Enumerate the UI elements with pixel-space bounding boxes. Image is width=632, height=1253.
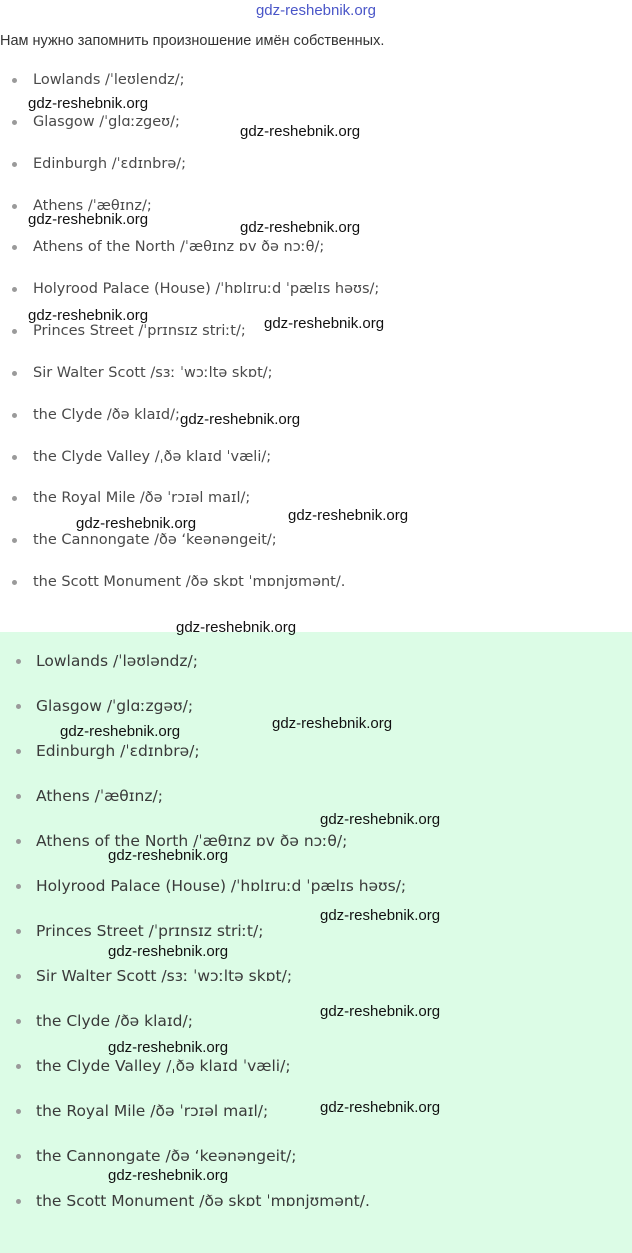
bullet-icon	[16, 704, 21, 709]
bullet-icon	[16, 884, 21, 889]
bullet-icon	[12, 329, 17, 334]
bullet-icon	[12, 162, 17, 167]
watermark: gdz-reshebnik.org	[240, 219, 361, 236]
watermark: gdz-reshebnik.org	[176, 619, 297, 636]
watermark: gdz-reshebnik.org	[320, 811, 441, 828]
watermark: gdz-reshebnik.org	[60, 723, 181, 740]
bullet-icon	[12, 245, 17, 250]
bullet-icon	[12, 455, 17, 460]
watermark: gdz-reshebnik.org	[108, 847, 229, 864]
bullet-icon	[16, 1109, 21, 1114]
bullet-icon	[16, 1199, 21, 1204]
bullet-icon	[12, 120, 17, 125]
bullet-icon	[16, 1064, 21, 1069]
bullet-icon	[12, 496, 17, 501]
bullet-icon	[16, 1154, 21, 1159]
bullet-icon	[16, 839, 21, 844]
intro-text: Нам нужно запомнить произношение имён собственных.	[0, 33, 385, 49]
watermark: gdz-reshebnik.org	[320, 1099, 441, 1116]
watermark: gdz-reshebnik.org	[28, 307, 149, 324]
watermark: gdz-reshebnik.org	[288, 507, 409, 524]
watermark: gdz-reshebnik.org	[320, 907, 441, 924]
bullet-icon	[12, 538, 17, 543]
bullet-icon	[12, 287, 17, 292]
watermark: gdz-reshebnik.org	[264, 315, 385, 332]
watermark: gdz-reshebnik.org	[28, 95, 149, 112]
bullet-icon	[16, 974, 21, 979]
bullet-icon	[12, 413, 17, 418]
watermark: gdz-reshebnik.org	[180, 411, 301, 428]
watermark: gdz-reshebnik.org	[76, 515, 197, 532]
bullet-icon	[16, 1019, 21, 1024]
watermark: gdz-reshebnik.org	[108, 1039, 229, 1056]
watermark: gdz-reshebnik.org	[108, 943, 229, 960]
watermark: gdz-reshebnik.org	[320, 1003, 441, 1020]
bullet-icon	[16, 749, 21, 754]
bullet-icon	[12, 204, 17, 209]
bullet-icon	[16, 929, 21, 934]
watermark: gdz-reshebnik.org	[108, 1167, 229, 1184]
bullet-icon	[12, 580, 17, 585]
watermark: gdz-reshebnik.org	[272, 715, 393, 732]
watermark: gdz-reshebnik.org	[240, 123, 361, 140]
bullet-icon	[16, 794, 21, 799]
bullet-icon	[12, 371, 17, 376]
bullet-icon	[12, 78, 17, 83]
bullet-icon	[16, 659, 21, 664]
watermark: gdz-reshebnik.org	[28, 211, 149, 228]
site-header-link[interactable]: gdz-reshebnik.org	[255, 2, 377, 19]
